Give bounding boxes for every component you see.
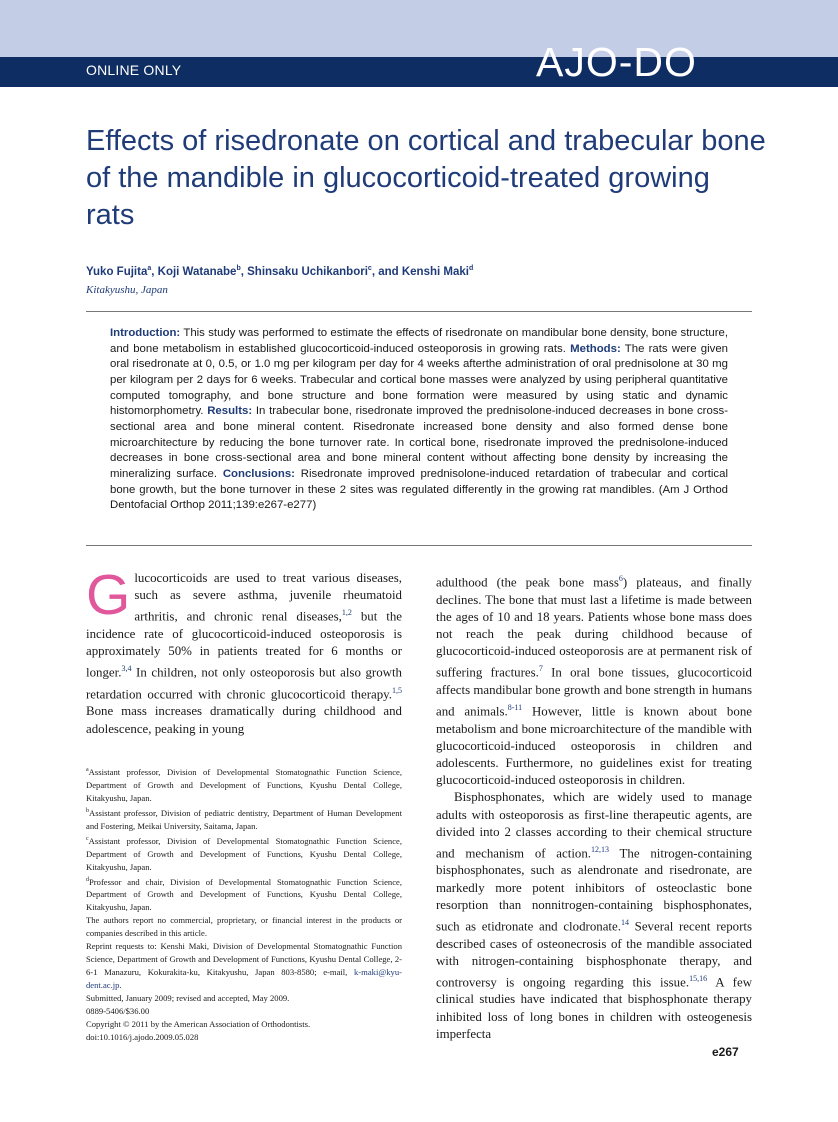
body-text: However, little is known about bone metabolism and bone microarchitecture of the mandible with glucocorticoid-induced osteoporosis in children and adolescents. Furthermore, no guidelines exist for treating glucocorticoid-induced osteoporosis in children. xyxy=(436,704,752,788)
author-affiliation-mark: c xyxy=(367,265,372,272)
abstract xyxy=(110,326,728,514)
abstract-top-rule xyxy=(86,311,752,312)
footnote-text: Assistant professor, Division of Developmental Stomatognathic Function Science, Department of Growth and Development of Functions, Kyushu Dental College, Kitakyushu, Japan. xyxy=(86,835,402,872)
email-link[interactable]: k-maki@kyu-dent.ac.jp xyxy=(86,967,402,991)
footnote xyxy=(86,992,402,1005)
body-column-right xyxy=(436,570,752,1043)
abstract-heading: Methods: xyxy=(570,342,621,355)
footnotes xyxy=(86,764,402,1044)
footnote-text: Reprint requests to: Kenshi Maki, Division of Developmental Stomatognathic Function Science, Department of Growth and Development of Functions, Kyushu Dental College, 2-6-1 Manazuru, Kokurakita-ku, Kitakyushu, Japan 803-8580; e-mail, xyxy=(86,941,402,978)
header-band xyxy=(0,0,838,57)
citation: 6 xyxy=(618,574,623,583)
citation: 1,5 xyxy=(392,685,402,695)
abstract-text: The rats were given oral risedronate at 0, 0.5, or 1.0 mg per kilogram per day for 4 weeks afterthe administration of oral prednisolone at 30 mg per kilogram per 2 days for 6 weeks. Trabecular and cortical bone masses were analyzed by using peripheral quantitative computed tomography, and bone structure and bone formation were measured by using static and dynamic histomorphometry. xyxy=(110,342,728,418)
author-location: Kitakyushu, Japan xyxy=(86,284,168,296)
body-paragraph-1-continued xyxy=(436,570,752,789)
citation: 12,13 xyxy=(591,844,610,854)
footnote-mark: b xyxy=(86,807,89,814)
abstract-text: This study was performed to estimate the effects of risedronate on mandibular bone density, bone structure, and bone metabolism in established glucocorticoid-induced osteoporosis in growing rats. xyxy=(110,327,728,355)
body-text: In children, not only osteoporosis but also growth retardation occurred with chronic glucocorticoid therapy. xyxy=(86,665,402,702)
body-text: but the incidence rate of glucocorticoid-induced osteoporosis is approximately 50% in patients treated for 6 months or longer. xyxy=(86,609,402,680)
footnote xyxy=(86,833,402,874)
footnote xyxy=(86,940,402,992)
article-title: Effects of risedronate on cortical and trabecular bone of the mandible in glucocorticoid-treated growing rats xyxy=(86,125,766,231)
footnote xyxy=(86,805,402,833)
body-text: Bone mass increases dramatically during childhood and adolescence, peaking in young xyxy=(86,704,402,736)
footnote xyxy=(86,914,402,940)
abstract-heading: Introduction: xyxy=(110,327,181,339)
body-text: In oral bone tissues, glucocorticoid affects mandibular bone growth and bone strength in humans and animals. xyxy=(436,665,752,719)
abstract-heading: Results: xyxy=(207,405,253,418)
body-text: adulthood (the peak bone mass xyxy=(436,575,619,590)
body-paragraph-1 xyxy=(86,563,402,738)
footnote-text: Professor and chair, Division of Developmental Stomatognathic Function Science, Department of Growth and Development of Functions, Kyushu Dental College, Kitakyushu, Japan. xyxy=(86,876,402,913)
footnote-text: Assistant professor, Division of Developmental Stomatognathic Function Science, Department of Growth and Development of Functions, Kyushu Dental College, Kitakyushu, Japan. xyxy=(86,766,402,803)
author-name: Yuko Fujita xyxy=(86,265,148,278)
footnote-text: Copyright © 2011 by the American Association of Orthodontists. xyxy=(86,1019,311,1030)
abstract-bottom-rule xyxy=(86,545,752,546)
section-label: ONLINE ONLY xyxy=(86,62,182,78)
citation: 8-11 xyxy=(507,703,523,713)
body-text: The nitrogen-containing bisphosphonates, such as alendronate and risedronate, are markedly more potent inhibitors of osteoclastic bone resorption than nonnitrogen-containing bisphosphonates, such as etidronate and clodronate. xyxy=(436,846,752,934)
footnote xyxy=(86,1018,402,1031)
body-text: Bisphosphonates, which are widely used to manage adults with osteoporosis as first-line therapeutic agents, are divided into 2 classes according to their chemical structure and mechanism of action. xyxy=(436,790,752,861)
footnote-text: Assistant professor, Division of pediatric dentistry, Department of Human Development and Fostering, Meikai University, Saitama, Japan. xyxy=(86,807,402,831)
author-affiliation-mark: b xyxy=(236,265,241,272)
footnote-text: 0889-5406/$36.00 xyxy=(86,1006,150,1017)
footnote-text: Submitted, January 2009; revised and accepted, May 2009. xyxy=(86,993,290,1004)
journal-logo: AJO-DO xyxy=(536,39,697,85)
citation: 14 xyxy=(620,918,629,928)
author-name: Koji Watanabe xyxy=(157,265,237,278)
author-affiliation-mark: a xyxy=(147,265,152,272)
body-text: Several recent reports described cases of osteonecrosis of the mandible associated with nitrogen-containing bisphosphonate therapy, and controversy is ongoing regarding this issue. xyxy=(436,919,752,990)
footnote-mark: d xyxy=(86,876,89,883)
body-column-left xyxy=(86,563,402,738)
footnote xyxy=(86,1005,402,1018)
body-text: A few clinical studies have indicated that bisphosphonate therapy inhibited loss of long bones in children with osteogenesis imperfecta xyxy=(436,975,753,1041)
body-paragraph-2 xyxy=(436,789,752,1043)
body-text: ) plateaus, and finally declines. The bone that must last a lifetime is made between the ages of 10 and 18 years. Patients whose bone mass does not reach the peak during childhood because of glucocorticoid-induced osteoporosis are at permanent risk of suffering fractures. xyxy=(436,575,752,680)
author-name: Shinsaku Uchikanbori xyxy=(247,265,368,278)
citation: 7 xyxy=(538,664,543,674)
footnote-text: The authors report no commercial, proprietary, or financial interest in the products or companies described in this article. xyxy=(86,915,402,939)
citation: 3,4 xyxy=(121,664,132,674)
footnote-mark: a xyxy=(86,767,89,773)
abstract-heading: Conclusions: xyxy=(222,467,295,480)
drop-cap: G xyxy=(86,563,131,627)
author-list: Yuko Fujita$^a$, Koji Watanabe$^b$, Shinsaku Uchikanbori$^c$, and Kenshi Maki$^d$ xyxy=(86,265,474,278)
footnote xyxy=(86,1031,402,1044)
abstract-text: In trabecular bone, risedronate improved the prednisolone-induced decreases in bone cross-sectional area and bone mineral content. Risedronate increased bone density and also formed dense bone microarchitecture by reducing the bone turnover rate. In cortical bone, risedronate improved the prednisolone-induced decreases in bone cross-sectional area and bone mineral content without affecting bone density by increasing the mineralizing surface. xyxy=(110,405,728,480)
page-number: e267 xyxy=(712,1045,739,1059)
author-affiliation-mark: d xyxy=(468,265,474,272)
author-name: Kenshi Maki xyxy=(401,265,469,278)
citation: 1,2 xyxy=(341,608,352,618)
footnote-text: . xyxy=(119,980,122,991)
body-text: lucocorticoids are used to treat various diseases, such as severe asthma, juvenile rheumatoid arthritis, and chronic renal diseases, xyxy=(134,571,402,624)
abstract-text: Risedronate improved prednisolone-induced retardation of trabecular and cortical bone growth, but the bone turnover in these 2 sites was regulated differently in the growing rat mandibles. (Am J Orthod Dentofacial Orthop 2011;139:e267-e277) xyxy=(110,467,728,512)
footnote xyxy=(86,764,402,805)
footnote-mark: c xyxy=(86,835,89,842)
footnote-text: doi:10.1016/j.ajodo.2009.05.028 xyxy=(86,1032,199,1043)
citation: 15,16 xyxy=(689,973,708,983)
footnote xyxy=(86,874,402,915)
